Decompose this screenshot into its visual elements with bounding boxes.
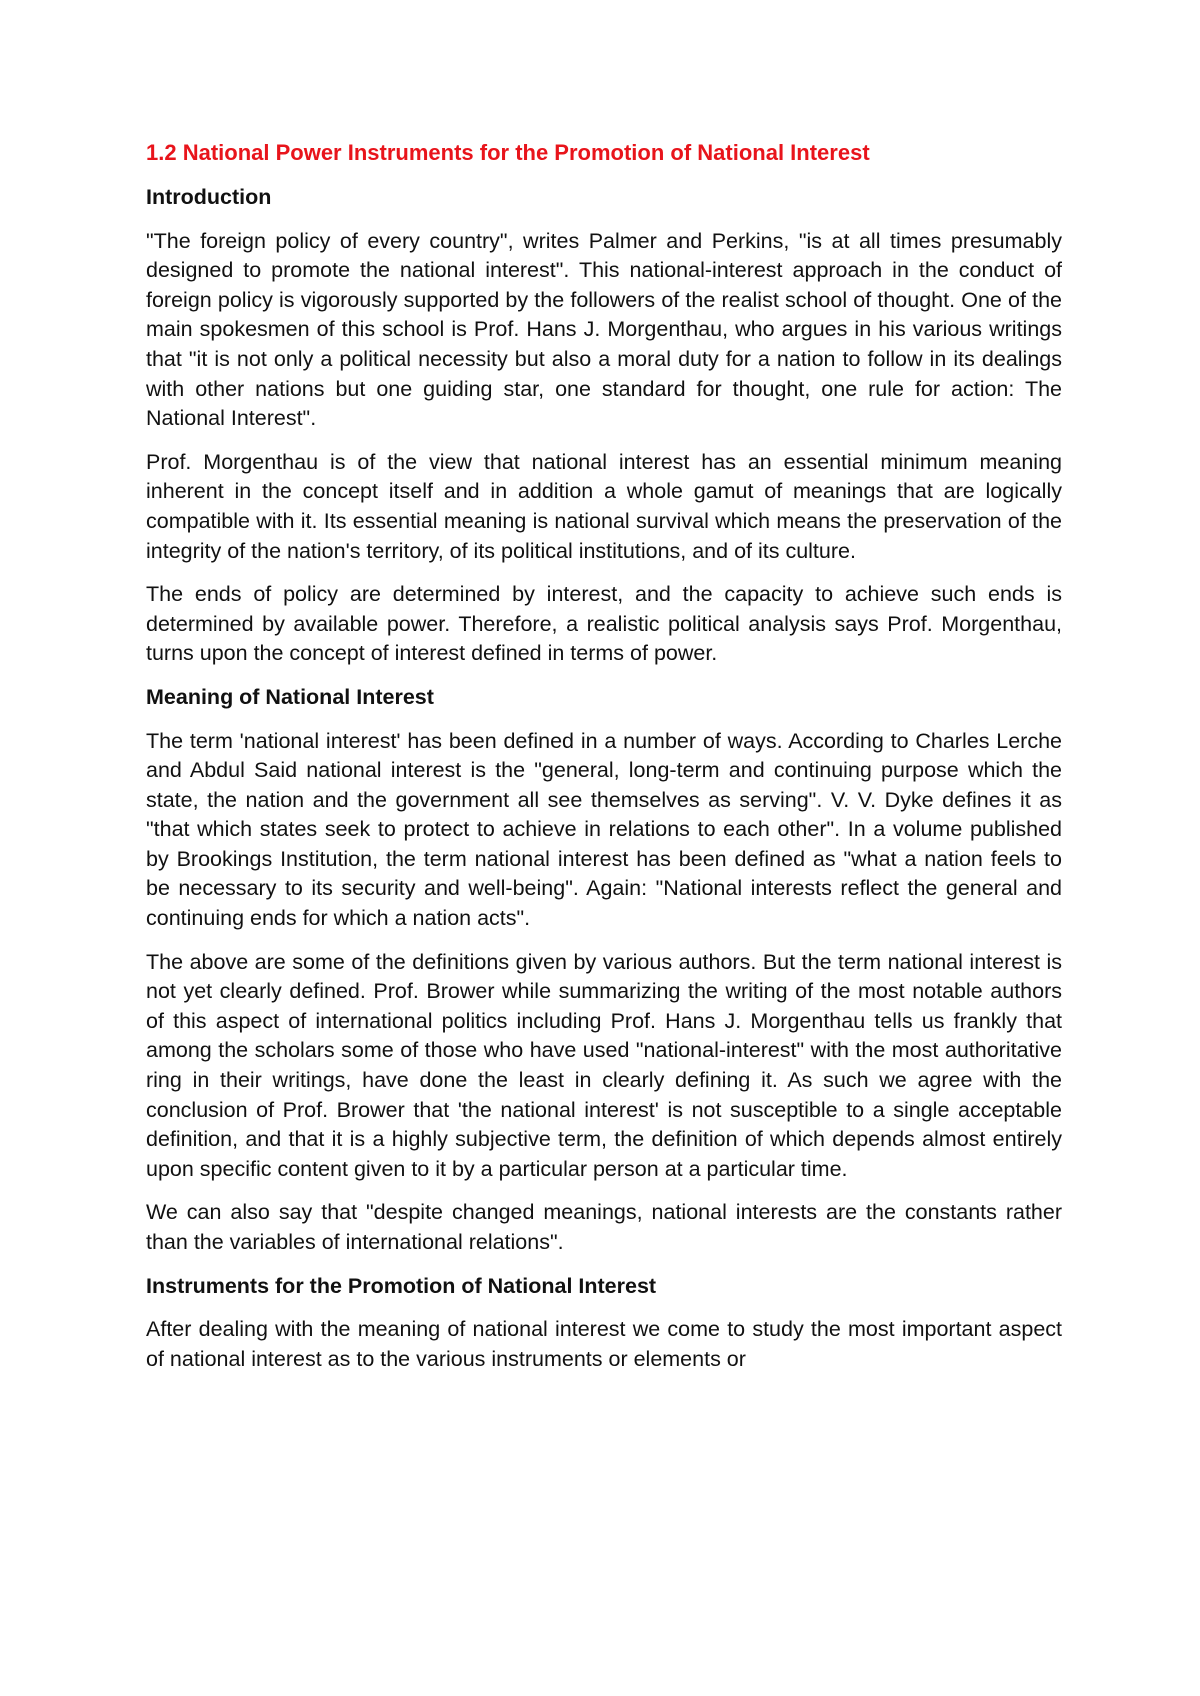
section-meaning-of-national-interest xyxy=(146,683,1062,1258)
section-instruments xyxy=(146,1272,1062,1375)
paragraph: The above are some of the definitions given by various authors. But the term national interest is not yet clearly defined. Prof. Brower while summarizing the writing of the most notable authors of this aspect of international politics including Prof. Hans J. Morgenthau tells us frankly that among the scholars some of those who have used "national-interest" with the most authoritative ring in their writings, have done the least in clearly defining it. As such we agree with the conclusion of Prof. Brower that 'the national interest' is not susceptible to a single acceptable definition, and that it is a highly subjective term, the definition of which depends almost entirely upon specific content given to it by a particular person at a particular time. xyxy=(146,949,1062,1181)
paragraph: The ends of policy are determined by interest, and the capacity to achieve such ends is determined by available power. Therefore, a realistic political analysis says Prof. Morgenthau, turns upon the concept of interest defined in terms of power. xyxy=(146,582,1062,666)
paragraph: We can also say that "despite changed meanings, national interests are the constants rather than the variables of international relations". xyxy=(146,1200,1062,1254)
section-heading-meaning: Meaning of National Interest xyxy=(146,684,434,709)
document-page xyxy=(146,138,1062,1388)
section-heading-introduction: Introduction xyxy=(146,185,272,209)
paragraph: "The foreign policy of every country", writes Palmer and Perkins, "is at all times presumably designed to promote the national interest". This national-interest approach in the conduct of foreign policy is vigorously supported by the followers of the realist school of thought. One of the main spokesmen of this school is Prof. Hans J. Morgenthau, who argues in his various writings that "it is not only a political necessity but also a moral duty for a nation to follow in its dealings with other nations but one guiding star, one standard for thought, one rule for action: The National Interest". xyxy=(146,228,1062,431)
section-heading-instruments: Instruments for the Promotion of National Interest xyxy=(146,1273,657,1298)
paragraph: Prof. Morgenthau is of the view that national interest has an essential minimum meaning inherent in the concept itself and in addition a whole gamut of meanings that are logically compatible with it. Its essential meaning is national survival which means the preservation of the integrity of the nation's territory, of its political institutions, and of its culture. xyxy=(146,449,1062,563)
section-introduction xyxy=(146,183,1062,669)
paragraph: After dealing with the meaning of national interest we come to study the most important aspect of national interest as to the various instruments or elements or xyxy=(146,1317,1062,1371)
paragraph: The term 'national interest' has been defined in a number of ways. According to Charles Lerche and Abdul Said national interest is the "general, long-term and continuing purpose which the state, the nation and the government all see themselves as serving". V. V. Dyke defines it as "that which states seek to protect to achieve in relations to each other". In a volume published by Brookings Institution, the term national interest has been defined as "what a nation feels to be necessary to its security and well-being". Again: "National interests reflect the general and continuing ends for which a nation acts". xyxy=(146,728,1062,931)
document-title: 1.2 National Power Instruments for the Promotion of National Interest xyxy=(146,140,870,165)
